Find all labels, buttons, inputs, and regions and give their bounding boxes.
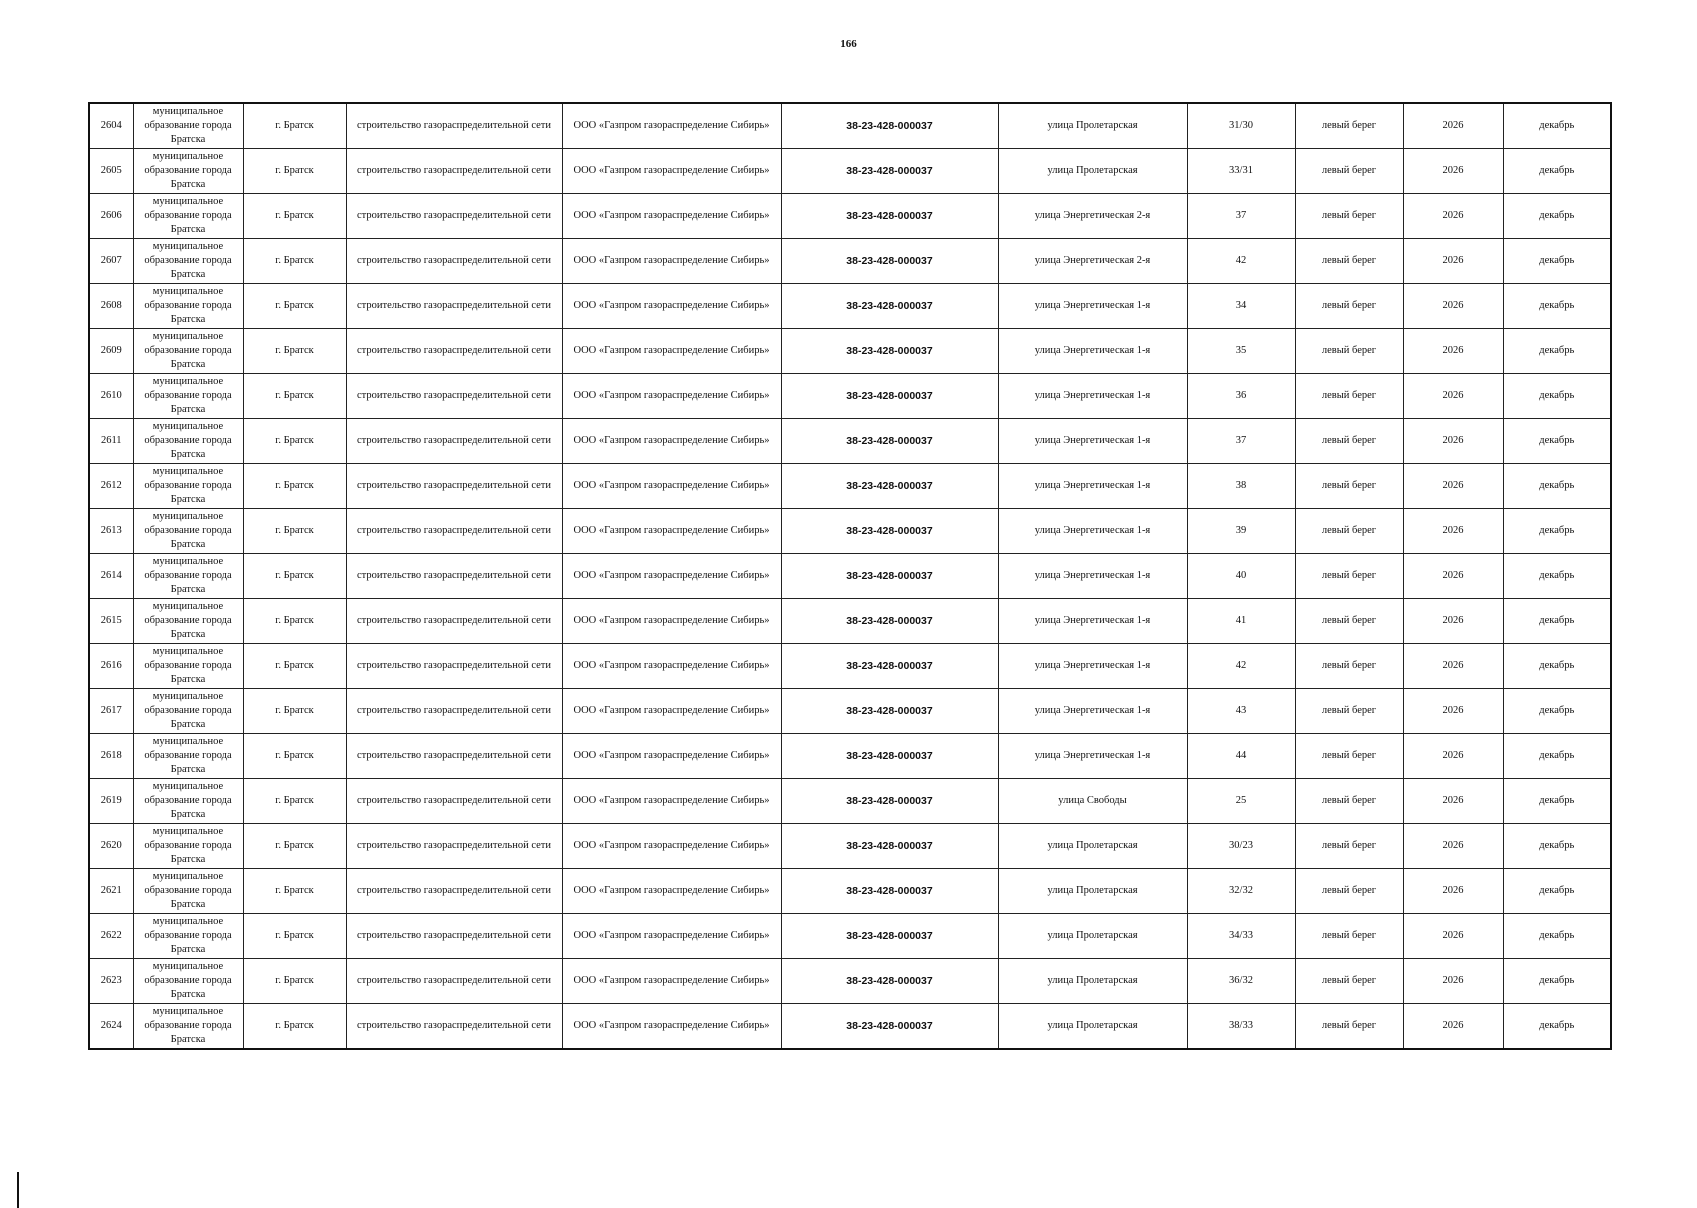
table-row [89, 374, 1611, 419]
city-cell: г. Братск [243, 149, 346, 194]
work-type-cell: строительство газораспределительной сети [346, 644, 562, 689]
company-cell: ООО «Газпром газораспределение Сибирь» [562, 734, 781, 779]
street-cell: улица Энергетическая 2-я [998, 239, 1187, 284]
municipality-cell: муниципальное образование города Братска [133, 734, 243, 779]
municipality-cell: муниципальное образование города Братска [133, 869, 243, 914]
municipality-cell: муниципальное образование города Братска [133, 644, 243, 689]
month-cell: декабрь [1503, 869, 1611, 914]
work-type-cell: строительство газораспределительной сети [346, 284, 562, 329]
house-number-cell: 25 [1187, 779, 1295, 824]
table-row [89, 689, 1611, 734]
object-code-cell: 38-23-428-000037 [781, 914, 998, 959]
municipality-cell: муниципальное образование города Братска [133, 779, 243, 824]
row-number-cell: 2610 [89, 374, 133, 419]
river-bank-cell: левый берег [1295, 824, 1403, 869]
river-bank-cell: левый берег [1295, 239, 1403, 284]
city-cell: г. Братск [243, 419, 346, 464]
street-cell: улица Пролетарская [998, 914, 1187, 959]
row-number-cell: 2611 [89, 419, 133, 464]
city-cell: г. Братск [243, 239, 346, 284]
company-cell: ООО «Газпром газораспределение Сибирь» [562, 284, 781, 329]
year-cell: 2026 [1403, 103, 1503, 149]
object-code-cell: 38-23-428-000037 [781, 1004, 998, 1050]
object-code-cell: 38-23-428-000037 [781, 779, 998, 824]
work-type-cell: строительство газораспределительной сети [346, 103, 562, 149]
company-cell: ООО «Газпром газораспределение Сибирь» [562, 959, 781, 1004]
street-cell: улица Свободы [998, 779, 1187, 824]
object-code-cell: 38-23-428-000037 [781, 824, 998, 869]
year-cell: 2026 [1403, 824, 1503, 869]
municipality-cell: муниципальное образование города Братска [133, 599, 243, 644]
municipality-cell: муниципальное образование города Братска [133, 689, 243, 734]
work-type-cell: строительство газораспределительной сети [346, 239, 562, 284]
year-cell: 2026 [1403, 374, 1503, 419]
year-cell: 2026 [1403, 599, 1503, 644]
object-code-cell: 38-23-428-000037 [781, 734, 998, 779]
street-cell: улица Энергетическая 1-я [998, 599, 1187, 644]
work-type-cell: строительство газораспределительной сети [346, 599, 562, 644]
row-number-cell: 2608 [89, 284, 133, 329]
street-cell: улица Энергетическая 1-я [998, 689, 1187, 734]
object-code-cell: 38-23-428-000037 [781, 644, 998, 689]
company-cell: ООО «Газпром газораспределение Сибирь» [562, 509, 781, 554]
house-number-cell: 43 [1187, 689, 1295, 734]
year-cell: 2026 [1403, 509, 1503, 554]
municipality-cell: муниципальное образование города Братска [133, 149, 243, 194]
municipality-cell: муниципальное образование города Братска [133, 824, 243, 869]
month-cell: декабрь [1503, 554, 1611, 599]
work-type-cell: строительство газораспределительной сети [346, 779, 562, 824]
year-cell: 2026 [1403, 284, 1503, 329]
city-cell: г. Братск [243, 103, 346, 149]
city-cell: г. Братск [243, 1004, 346, 1050]
company-cell: ООО «Газпром газораспределение Сибирь» [562, 239, 781, 284]
margin-mark [17, 1172, 19, 1208]
month-cell: декабрь [1503, 734, 1611, 779]
row-number-cell: 2607 [89, 239, 133, 284]
street-cell: улица Энергетическая 1-я [998, 509, 1187, 554]
house-number-cell: 44 [1187, 734, 1295, 779]
table-row [89, 419, 1611, 464]
company-cell: ООО «Газпром газораспределение Сибирь» [562, 329, 781, 374]
registry-body [89, 103, 1611, 1049]
house-number-cell: 36/32 [1187, 959, 1295, 1004]
house-number-cell: 42 [1187, 644, 1295, 689]
month-cell: декабрь [1503, 103, 1611, 149]
municipality-cell: муниципальное образование города Братска [133, 239, 243, 284]
house-number-cell: 34 [1187, 284, 1295, 329]
year-cell: 2026 [1403, 779, 1503, 824]
company-cell: ООО «Газпром газораспределение Сибирь» [562, 149, 781, 194]
municipality-cell: муниципальное образование города Братска [133, 194, 243, 239]
municipality-cell: муниципальное образование города Братска [133, 1004, 243, 1050]
row-number-cell: 2604 [89, 103, 133, 149]
work-type-cell: строительство газораспределительной сети [346, 959, 562, 1004]
row-number-cell: 2616 [89, 644, 133, 689]
table-row [89, 149, 1611, 194]
month-cell: декабрь [1503, 689, 1611, 734]
city-cell: г. Братск [243, 284, 346, 329]
table-row [89, 103, 1611, 149]
house-number-cell: 40 [1187, 554, 1295, 599]
street-cell: улица Энергетическая 1-я [998, 329, 1187, 374]
table-row [89, 464, 1611, 509]
month-cell: декабрь [1503, 509, 1611, 554]
month-cell: декабрь [1503, 959, 1611, 1004]
city-cell: г. Братск [243, 329, 346, 374]
object-code-cell: 38-23-428-000037 [781, 284, 998, 329]
street-cell: улица Пролетарская [998, 869, 1187, 914]
work-type-cell: строительство газораспределительной сети [346, 194, 562, 239]
table-row [89, 644, 1611, 689]
company-cell: ООО «Газпром газораспределение Сибирь» [562, 103, 781, 149]
row-number-cell: 2623 [89, 959, 133, 1004]
table-row [89, 1004, 1611, 1050]
row-number-cell: 2612 [89, 464, 133, 509]
city-cell: г. Братск [243, 779, 346, 824]
year-cell: 2026 [1403, 239, 1503, 284]
street-cell: улица Энергетическая 1-я [998, 644, 1187, 689]
city-cell: г. Братск [243, 599, 346, 644]
river-bank-cell: левый берег [1295, 554, 1403, 599]
street-cell: улица Энергетическая 1-я [998, 464, 1187, 509]
river-bank-cell: левый берег [1295, 1004, 1403, 1050]
row-number-cell: 2617 [89, 689, 133, 734]
object-code-cell: 38-23-428-000037 [781, 419, 998, 464]
year-cell: 2026 [1403, 689, 1503, 734]
year-cell: 2026 [1403, 959, 1503, 1004]
table-row [89, 959, 1611, 1004]
company-cell: ООО «Газпром газораспределение Сибирь» [562, 599, 781, 644]
work-type-cell: строительство газораспределительной сети [346, 329, 562, 374]
work-type-cell: строительство газораспределительной сети [346, 554, 562, 599]
house-number-cell: 38/33 [1187, 1004, 1295, 1050]
municipality-cell: муниципальное образование города Братска [133, 464, 243, 509]
year-cell: 2026 [1403, 554, 1503, 599]
table-row [89, 734, 1611, 779]
house-number-cell: 42 [1187, 239, 1295, 284]
table-row [89, 329, 1611, 374]
company-cell: ООО «Газпром газораспределение Сибирь» [562, 554, 781, 599]
table-row [89, 509, 1611, 554]
city-cell: г. Братск [243, 824, 346, 869]
month-cell: декабрь [1503, 284, 1611, 329]
table-row [89, 824, 1611, 869]
work-type-cell: строительство газораспределительной сети [346, 149, 562, 194]
object-code-cell: 38-23-428-000037 [781, 464, 998, 509]
house-number-cell: 41 [1187, 599, 1295, 644]
street-cell: улица Энергетическая 1-я [998, 374, 1187, 419]
house-number-cell: 33/31 [1187, 149, 1295, 194]
city-cell: г. Братск [243, 644, 346, 689]
company-cell: ООО «Газпром газораспределение Сибирь» [562, 914, 781, 959]
river-bank-cell: левый берег [1295, 959, 1403, 1004]
object-code-cell: 38-23-428-000037 [781, 239, 998, 284]
river-bank-cell: левый берег [1295, 689, 1403, 734]
municipality-cell: муниципальное образование города Братска [133, 509, 243, 554]
house-number-cell: 34/33 [1187, 914, 1295, 959]
river-bank-cell: левый берег [1295, 464, 1403, 509]
object-code-cell: 38-23-428-000037 [781, 599, 998, 644]
month-cell: декабрь [1503, 374, 1611, 419]
municipality-cell: муниципальное образование города Братска [133, 554, 243, 599]
municipality-cell: муниципальное образование города Братска [133, 284, 243, 329]
year-cell: 2026 [1403, 734, 1503, 779]
city-cell: г. Братск [243, 914, 346, 959]
city-cell: г. Братск [243, 554, 346, 599]
house-number-cell: 31/30 [1187, 103, 1295, 149]
work-type-cell: строительство газораспределительной сети [346, 509, 562, 554]
river-bank-cell: левый берег [1295, 509, 1403, 554]
month-cell: декабрь [1503, 779, 1611, 824]
company-cell: ООО «Газпром газораспределение Сибирь» [562, 869, 781, 914]
river-bank-cell: левый берег [1295, 779, 1403, 824]
house-number-cell: 32/32 [1187, 869, 1295, 914]
company-cell: ООО «Газпром газораспределение Сибирь» [562, 779, 781, 824]
row-number-cell: 2606 [89, 194, 133, 239]
city-cell: г. Братск [243, 194, 346, 239]
house-number-cell: 39 [1187, 509, 1295, 554]
object-code-cell: 38-23-428-000037 [781, 149, 998, 194]
object-code-cell: 38-23-428-000037 [781, 869, 998, 914]
row-number-cell: 2615 [89, 599, 133, 644]
house-number-cell: 37 [1187, 419, 1295, 464]
municipality-cell: муниципальное образование города Братска [133, 959, 243, 1004]
work-type-cell: строительство газораспределительной сети [346, 734, 562, 779]
month-cell: декабрь [1503, 149, 1611, 194]
house-number-cell: 36 [1187, 374, 1295, 419]
object-code-cell: 38-23-428-000037 [781, 374, 998, 419]
row-number-cell: 2613 [89, 509, 133, 554]
year-cell: 2026 [1403, 329, 1503, 374]
table-row [89, 914, 1611, 959]
table-row [89, 284, 1611, 329]
table-row [89, 239, 1611, 284]
row-number-cell: 2622 [89, 914, 133, 959]
city-cell: г. Братск [243, 734, 346, 779]
year-cell: 2026 [1403, 464, 1503, 509]
month-cell: декабрь [1503, 599, 1611, 644]
row-number-cell: 2605 [89, 149, 133, 194]
river-bank-cell: левый берег [1295, 329, 1403, 374]
street-cell: улица Энергетическая 1-я [998, 554, 1187, 599]
work-type-cell: строительство газораспределительной сети [346, 824, 562, 869]
river-bank-cell: левый берег [1295, 869, 1403, 914]
house-number-cell: 35 [1187, 329, 1295, 374]
river-bank-cell: левый берег [1295, 284, 1403, 329]
object-code-cell: 38-23-428-000037 [781, 329, 998, 374]
row-number-cell: 2620 [89, 824, 133, 869]
work-type-cell: строительство газораспределительной сети [346, 464, 562, 509]
municipality-cell: муниципальное образование города Братска [133, 914, 243, 959]
month-cell: декабрь [1503, 644, 1611, 689]
river-bank-cell: левый берег [1295, 103, 1403, 149]
month-cell: декабрь [1503, 1004, 1611, 1050]
street-cell: улица Пролетарская [998, 103, 1187, 149]
municipality-cell: муниципальное образование города Братска [133, 419, 243, 464]
company-cell: ООО «Газпром газораспределение Сибирь» [562, 644, 781, 689]
work-type-cell: строительство газораспределительной сети [346, 689, 562, 734]
river-bank-cell: левый берег [1295, 149, 1403, 194]
work-type-cell: строительство газораспределительной сети [346, 914, 562, 959]
month-cell: декабрь [1503, 824, 1611, 869]
year-cell: 2026 [1403, 644, 1503, 689]
year-cell: 2026 [1403, 1004, 1503, 1050]
company-cell: ООО «Газпром газораспределение Сибирь» [562, 374, 781, 419]
work-type-cell: строительство газораспределительной сети [346, 419, 562, 464]
work-type-cell: строительство газораспределительной сети [346, 869, 562, 914]
house-number-cell: 37 [1187, 194, 1295, 239]
row-number-cell: 2621 [89, 869, 133, 914]
table-row [89, 599, 1611, 644]
month-cell: декабрь [1503, 194, 1611, 239]
year-cell: 2026 [1403, 869, 1503, 914]
month-cell: декабрь [1503, 464, 1611, 509]
river-bank-cell: левый берег [1295, 599, 1403, 644]
company-cell: ООО «Газпром газораспределение Сибирь» [562, 689, 781, 734]
company-cell: ООО «Газпром газораспределение Сибирь» [562, 194, 781, 239]
year-cell: 2026 [1403, 149, 1503, 194]
river-bank-cell: левый берег [1295, 914, 1403, 959]
work-type-cell: строительство газораспределительной сети [346, 1004, 562, 1050]
street-cell: улица Пролетарская [998, 959, 1187, 1004]
table-row [89, 869, 1611, 914]
city-cell: г. Братск [243, 689, 346, 734]
object-code-cell: 38-23-428-000037 [781, 194, 998, 239]
row-number-cell: 2609 [89, 329, 133, 374]
river-bank-cell: левый берег [1295, 374, 1403, 419]
municipality-cell: муниципальное образование города Братска [133, 329, 243, 374]
house-number-cell: 30/23 [1187, 824, 1295, 869]
month-cell: декабрь [1503, 239, 1611, 284]
row-number-cell: 2624 [89, 1004, 133, 1050]
month-cell: декабрь [1503, 914, 1611, 959]
street-cell: улица Энергетическая 1-я [998, 284, 1187, 329]
work-type-cell: строительство газораспределительной сети [346, 374, 562, 419]
row-number-cell: 2614 [89, 554, 133, 599]
municipality-cell: муниципальное образование города Братска [133, 374, 243, 419]
street-cell: улица Пролетарская [998, 1004, 1187, 1050]
table-row [89, 554, 1611, 599]
city-cell: г. Братск [243, 959, 346, 1004]
city-cell: г. Братск [243, 374, 346, 419]
table-row [89, 194, 1611, 239]
row-number-cell: 2618 [89, 734, 133, 779]
company-cell: ООО «Газпром газораспределение Сибирь» [562, 824, 781, 869]
company-cell: ООО «Газпром газораспределение Сибирь» [562, 464, 781, 509]
month-cell: декабрь [1503, 419, 1611, 464]
object-code-cell: 38-23-428-000037 [781, 554, 998, 599]
street-cell: улица Энергетическая 2-я [998, 194, 1187, 239]
object-code-cell: 38-23-428-000037 [781, 689, 998, 734]
company-cell: ООО «Газпром газораспределение Сибирь» [562, 419, 781, 464]
street-cell: улица Пролетарская [998, 149, 1187, 194]
river-bank-cell: левый берег [1295, 734, 1403, 779]
object-code-cell: 38-23-428-000037 [781, 509, 998, 554]
street-cell: улица Энергетическая 1-я [998, 419, 1187, 464]
river-bank-cell: левый берег [1295, 194, 1403, 239]
object-code-cell: 38-23-428-000037 [781, 103, 998, 149]
city-cell: г. Братск [243, 869, 346, 914]
registry-table [88, 102, 1612, 1050]
table-row [89, 779, 1611, 824]
river-bank-cell: левый берег [1295, 419, 1403, 464]
month-cell: декабрь [1503, 329, 1611, 374]
year-cell: 2026 [1403, 194, 1503, 239]
object-code-cell: 38-23-428-000037 [781, 959, 998, 1004]
city-cell: г. Братск [243, 509, 346, 554]
street-cell: улица Пролетарская [998, 824, 1187, 869]
company-cell: ООО «Газпром газораспределение Сибирь» [562, 1004, 781, 1050]
page-number: 166 [840, 38, 857, 50]
row-number-cell: 2619 [89, 779, 133, 824]
street-cell: улица Энергетическая 1-я [998, 734, 1187, 779]
house-number-cell: 38 [1187, 464, 1295, 509]
year-cell: 2026 [1403, 419, 1503, 464]
year-cell: 2026 [1403, 914, 1503, 959]
city-cell: г. Братск [243, 464, 346, 509]
river-bank-cell: левый берег [1295, 644, 1403, 689]
municipality-cell: муниципальное образование города Братска [133, 103, 243, 149]
